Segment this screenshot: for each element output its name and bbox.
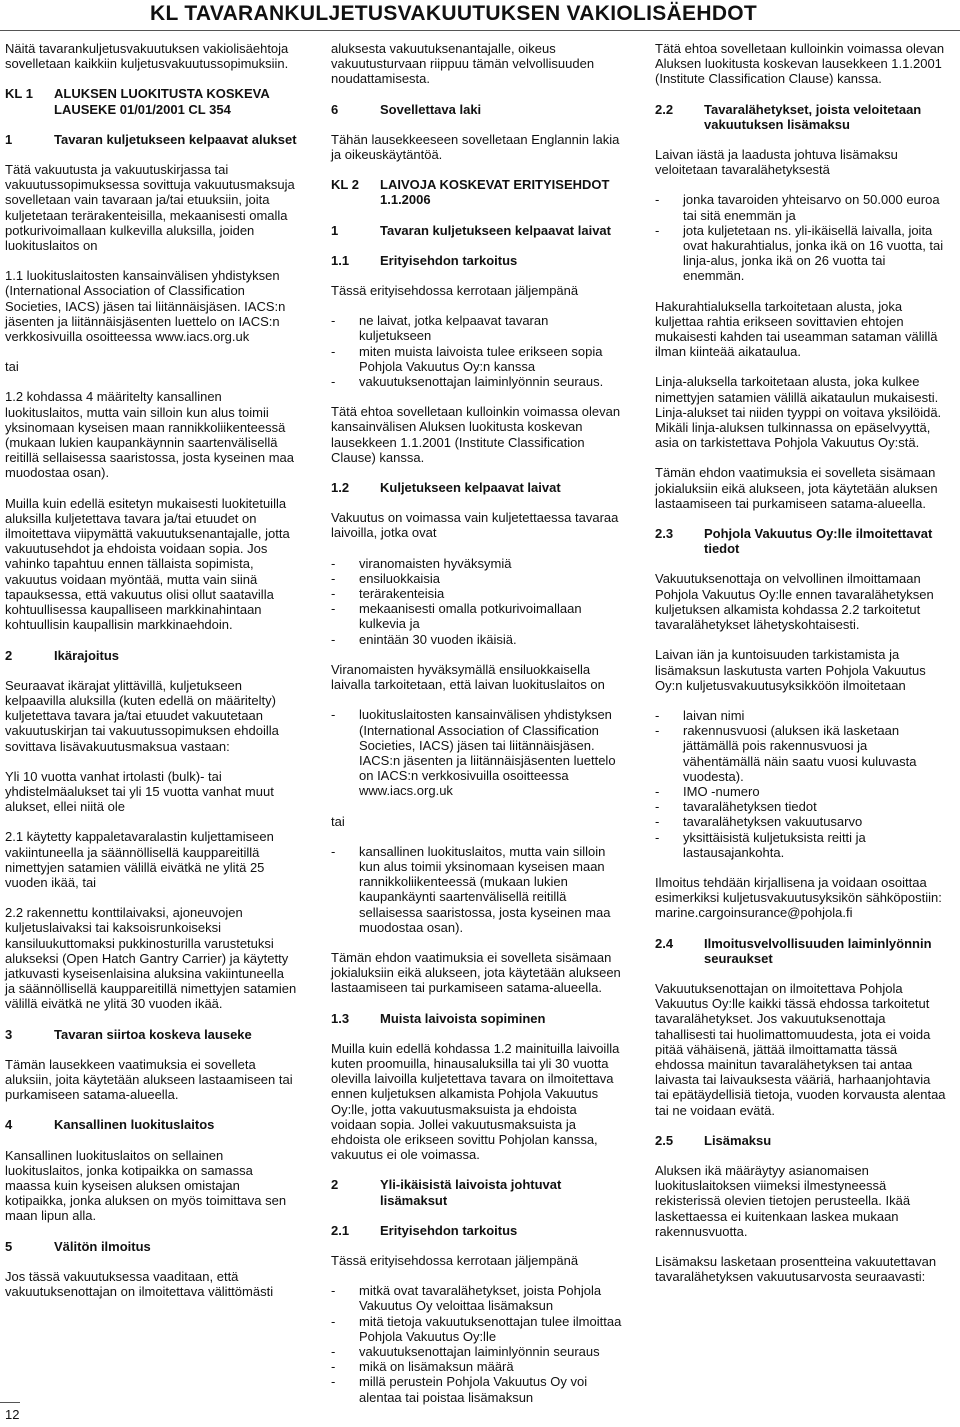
section-number: 1 [331, 222, 339, 238]
section-title: Ilmoitusvelvollisuuden laiminlyönnin seuraukset [704, 935, 932, 966]
section-title: ALUKSEN LUOKITUSTA KOSKEVA LAUSEKE 01/01/2001 CL 354 [54, 86, 270, 117]
list-item: - jonka tavaroiden yhteisarvo on 50.000 euroa tai sitä enemmän ja [655, 192, 947, 222]
section-heading [331, 253, 623, 268]
list-item: - miten muista laivoista tulee erikseen sopia Pohjola Vakuutus Oy:n kanssa [331, 344, 623, 374]
paragraph: Muilla kuin edellä esitetyn mukaisesti luokitetuilla aluksilla kuljetettava tavara ja/tai etuudet on ilmoitettava viipymättä vakuutuksenantajalle, jotta vakuutusehdot ja ehdoista voidaan sopia. Jos vahinko tapahtuu ennen tällaista sopimista, vakuutus voidaan myöntää, mutta vain siinä tapauksessa, että vakuutus olisi ollut saatavilla kohtuullisessa kaupalliseen markkinahintaan kohtuullisin kaupallisin markkinaehdoin. [5, 495, 290, 633]
section-number: 2 [331, 1177, 339, 1193]
dash-list [331, 313, 623, 389]
paragraph: Vakuutus on voimassa vain kuljetettaessa tavaraa laivoilla, jotka ovat [331, 510, 619, 541]
section-number: 2.5 [655, 1132, 674, 1148]
paragraph: aluksesta vakuutuksenantajalle, oikeus vakuutusturvaan riippuu tämän velvollisuuden noudattamisesta. [331, 41, 595, 87]
paragraph: Tämän lausekkeen vaatimuksia ei sovelleta aluksiin, joita käytetään alukseen lastaamiseen tai purkamiseen satama-alueella. [5, 1056, 293, 1103]
list-item: - mitä tietoja vakuutuksenottajan tulee ilmoittaa Pohjola Vakuutus Oy:lle [331, 1314, 623, 1344]
paragraph: Tätä ehtoa sovelletaan kulloinkin voimassa olevan Aluksen luokitusta koskevan lausekkeen 1.1.2001 (Institute Classification Clause) kanssa. [655, 41, 945, 87]
list-item: - yksittäisistä kuljetuksista reitti ja lastausajankohta. [655, 830, 947, 860]
paragraph: Tätä vakuutusta ja vakuutuskirjassa tai vakuutussopimuksessa sovittuja vakuutusmaksuja sovelletaan vain tavaraan ja/tai etuuksiin, joita kuljetetaan terärakenteisilla, mekaanisesti omalla potkurivoimallaan kulkevilla aluksilla, joiden luokituslaitos on [5, 162, 295, 254]
section-heading [655, 1133, 947, 1148]
paragraph: tai [5, 359, 19, 375]
paragraph: Aluksen ikä määräytyy asianomaisen luokituslaitoksen viimeksi ilmestyneessä rekisterissä olevien tietojen perusteella. Ikää laskettaessa ei kuitenkaan laskea mukaan rakennusvuotta. [655, 1162, 911, 1239]
list-item: - tavaralähetyksen vakuutusarvo [655, 814, 947, 829]
paragraph: Tämän ehdon vaatimuksia ei sovelleta sisämaan jokialuksiin eikä alukseen, jota käytetään aluksen lastaamiseen tai purkamiseen satama-alueella. [655, 465, 938, 511]
dash-list [331, 707, 623, 798]
paragraph: Seuraavat ikärajat ylittävillä, kuljetukseen kelpaavilla aluksilla (kuten edellä on määritelty) kuljetettava tavara ja/tai etuudet vakuutetaan vakuutuskirjan tai vakuutussopimuksen ehdoilla sovittava lisävakuutusmaksua vastaan: [5, 677, 279, 754]
list-item: - terärakenteisia [331, 586, 623, 601]
section-number: 1.1 [331, 252, 350, 268]
paragraph: Ilmoitus tehdään kirjallisena ja voidaan osoittaa esimerkiksi kuljetusvakuutusyksikön sähköpostiin: marine.cargoinsurance@pohjola.fi [655, 874, 942, 921]
paragraph: Yli 10 vuotta vanhat irtolasti (bulk)- tai yhdistelmäalukset tai yli 15 vuotta vanhat muut alukset, ellei niitä ole [5, 768, 274, 815]
section-heading [5, 86, 297, 116]
section-number: 2.2 [655, 101, 674, 117]
section-title: Yli-ikäisistä laivoista johtuvat lisämaksut [380, 1177, 562, 1208]
dash-list [331, 1283, 623, 1405]
list-item: - vakuutuksenottajan laiminlyönnin seuraus [331, 1344, 623, 1359]
section-heading [5, 1027, 297, 1042]
section-title: Tavaran kuljetukseen kelpaavat laivat [380, 222, 611, 238]
list-item: - jota kuljetetaan ns. yli-ikäisellä laivalla, joita ovat hakurahtialus, jonka ikä on 16 vuotta, tai linja-alus, jonka ikä on 26 vuotta tai enemmän. [655, 223, 947, 284]
section-title: Erityisehdon tarkoitus [380, 252, 518, 268]
section-title: Tavaran siirtoa koskeva lauseke [54, 1026, 252, 1042]
paragraph: 1.1 luokituslaitosten kansainvälisen yhdistyksen (International Association of Classification Societies, IACS) jäsen tai liitännäisjäsen. IACS:n jäsenten ja liitännäisjäsenten luettelo on IACS:n verkkosivuilla osoitteessa www.iacs.org.uk [5, 268, 286, 345]
section-number: 1 [5, 131, 13, 147]
section-number: 5 [5, 1238, 13, 1254]
paragraph: Kansallinen luokituslaitos on sellainen luokituslaitos, jonka kotipaikka on samassa maassa kuin kyseisen aluksen omistajan kotipaikka, jonka aluksen on myös toimittava sen maan lipun alla. [5, 1147, 287, 1224]
list-item: - laivan nimi [655, 708, 947, 723]
section-number: KL 1 [5, 86, 33, 102]
section-title: LAIVOJA KOSKEVAT ERITYISEHDOT 1.1.2006 [380, 177, 610, 208]
column-2 [331, 41, 623, 1420]
section-heading [5, 132, 297, 147]
section-title: Erityisehdon tarkoitus [380, 1222, 518, 1238]
page-number-rule [0, 1402, 20, 1403]
paragraph: Muilla kuin edellä kohdassa 1.2 mainituilla laivoilla kuten proomuilla, hinausaluksilla tai yli 30 vuotta olevilla laivoilla kuljetettava tavara on ilmoitettava ennen kuljetuksen alkamista Pohjola Vakuutus Oy:lle, jotta vakuutusmaksuista ja ehdoista voidaan sopia. Jollei vakuutusmaksuista ja ehdoista ole erikseen sovittu Pohjolan kanssa, vakuutus ei ole voimassa. [331, 1040, 620, 1163]
column-3 [655, 41, 947, 1299]
paragraph: Tähän lausekkeeseen sovelletaan Englannin lakia ja oikeuskäytäntöä. [331, 131, 620, 163]
paragraph: Lisämaksu lasketaan prosentteina vakuutettavan tavaralähetyksen vakuutusarvosta seuraavasti: [655, 1254, 937, 1285]
section-heading [331, 102, 623, 117]
paragraph: 2.2 rakennettu konttilaivaksi, ajoneuvojen kuljetuslaivaksi tai kaksoisrunkoiseksi kansiluukuttomaksi pukkinosturilla varustetuksi alukseksi (Open Hatch Gantry Carrier) ja käytetty jatkuvasti kyseisenlaisina aluksina vakiintuneella ja säännöllisellä kauppareitillä nimettyjen satamien välillä eivätkä ne ylitä 30 vuoden ikää. [5, 905, 297, 1012]
section-number: 1.2 [331, 480, 350, 496]
list-item: - vakuutuksenottajan laiminlyönnin seuraus. [331, 374, 623, 389]
list-item: - rakennusvuosi (aluksen ikä lasketaan jättämällä pois rakennusvuosi ja vähentämällä näin saatu vuosi kuluvasta vuodesta). [655, 723, 947, 784]
section-title: Lisämaksu [704, 1132, 772, 1148]
section-title: Pohjola Vakuutus Oy:lle ilmoitettavat tiedot [704, 526, 933, 557]
section-title: Kuljetukseen kelpaavat laivat [380, 480, 561, 496]
title-rule [0, 30, 960, 31]
section-heading [5, 1239, 297, 1254]
section-title: Muista laivoista sopiminen [380, 1010, 546, 1026]
section-number: 2.1 [331, 1222, 350, 1238]
dash-list [331, 556, 623, 647]
section-heading [655, 526, 947, 556]
section-heading [331, 177, 623, 207]
section-title: Sovellettava laki [380, 101, 482, 117]
section-heading [655, 936, 947, 966]
section-heading [655, 102, 947, 132]
paragraph: Vakuutuksenottajan on ilmoitettava Pohjola Vakuutus Oy:lle kaikki tässä ehdossa tarkoitetut tavaralähetykset. Jos vakuutuksenottaja tahallisesti tai huolimattomuudesta, jota ei voida pitää vähäisenä, jättää ilmoittamatta tässä ehdossa mainitun tavaralähetyksen tai antaa laivasta tai laivauksesta vääriä, harhaanjohtavia tai epätäydellisiä tietoja, vuoden korvausta alentaa tai ne voidaan evätä. [655, 980, 946, 1118]
list-item: - tavaralähetyksen tiedot [655, 799, 947, 814]
list-item: - mitkä ovat tavaralähetykset, joista Pohjola Vakuutus Oy veloittaa lisämaksun [331, 1283, 623, 1313]
section-number: 2 [5, 647, 13, 663]
paragraph: Tämän ehdon vaatimuksia ei sovelleta sisämaan jokialuksiin eikä alukseen, jota käytetään alukseen lastaamiseen tai purkamiseen satama-alueella. [331, 949, 621, 996]
section-number: KL 2 [331, 177, 359, 193]
paragraph: Tässä erityisehdossa kerrotaan jäljempänä [331, 283, 579, 299]
paragraph: Jos tässä vakuutuksessa vaaditaan, että vakuutuksenottajan on ilmoitettava välittömästi [5, 1268, 274, 1299]
dash-list [655, 708, 947, 860]
list-item: - IMO -numero [655, 784, 947, 799]
page-number: 12 [5, 1407, 20, 1422]
list-item: - kansallinen luokituslaitos, mutta vain silloin kun alus toimii yksinomaan kyseisen maan rannikkoliikenteessä (mukaan lukien kaupankäynti saartenvälisellä reitillä sellaisessa saaristossa, josta kyseinen maa muodostaa osan). [331, 844, 623, 935]
section-heading [5, 1117, 297, 1132]
list-item: - enintään 30 vuoden ikäisiä. [331, 632, 623, 647]
paragraph: Hakurahtialuksella tarkoitetaan alusta, joka kuljettaa rahtia erikseen sovittavien ehtojen mukaisesti kahden tai useamman sataman välillä ilman kiinteää aikataulua. [655, 298, 938, 360]
section-number: 6 [331, 101, 339, 117]
paragraph: Vakuutuksenottaja on velvollinen ilmoittamaan Pohjola Vakuutus Oy:lle ennen tavaralähetyksen kuljetuksen alkamista kohdassa 2.2 tarkoitetut tavaralähetykset lähetyskohtaisesti. [655, 571, 934, 633]
paragraph: Linja-aluksella tarkoitetaan alusta, joka kulkee nimettyjen satamien välillä aikataulun mukaisesti. Linja-alukset tai niiden tyyppi on voitava yksilöidä. Mikäli linja-aluksen tulkinnassa on epäselvyyttä, asia on tarkistettava Pohjola Vakuutus Oy:stä. [655, 374, 942, 451]
list-item: - ensiluokkaisia [331, 571, 623, 586]
section-number: 1.3 [331, 1010, 350, 1026]
list-item: - mikä on lisämaksun määrä [331, 1359, 623, 1374]
paragraph: 1.2 kohdassa 4 määritelty kansallinen luokituslaitos, mutta vain silloin kun alus toimii yksinomaan kyseisen maan rannikkoliikenteessä (mukaan lukien kaupankäynnin saartenvälisellä reitillä sellaisessa saaristossa, josta kyseinen maa muodostaa osan). [5, 389, 295, 481]
section-heading [331, 1011, 623, 1026]
section-heading [331, 1223, 623, 1238]
section-number: 2.4 [655, 935, 674, 951]
list-item: - ne laivat, jotka kelpaavat tavaran kuljetukseen [331, 313, 623, 343]
paragraph: Näitä tavarankuljetusvakuutuksen vakiolisäehtoja sovelletaan kaikkiin kuljetusvakuutussopimuksiin. [5, 41, 289, 72]
section-heading [5, 648, 297, 663]
document-title: KL TAVARANKULJETUSVAKUUTUKSEN VAKIOLISÄEHDOT [150, 2, 758, 25]
section-title: Välitön ilmoitus [54, 1238, 151, 1254]
list-item: - millä perustein Pohjola Vakuutus Oy voi alentaa tai poistaa lisämaksun [331, 1374, 623, 1404]
paragraph: Laivan iän ja kuntoisuuden tarkistamista ja lisämaksun laskutusta varten Pohjola Vakuutus Oy:n kuljetusvakuutusyksikköön ilmoitetaan [655, 647, 926, 693]
section-number: 3 [5, 1026, 13, 1042]
section-heading [331, 1177, 623, 1207]
list-item: - luokituslaitosten kansainvälisen yhdistyksen (International Association of Classification Societies, IACS) jäsen tai liitännäisjäsen. IACS:n jäsenten ja liitännäisjäsenten luettelo on IACS:n verkkosivuilla osoitteessa www.iacs.org.uk [331, 707, 623, 798]
list-item: - mekaanisesti omalla potkurivoimallaan kulkevia ja [331, 601, 623, 631]
section-number: 2.3 [655, 526, 674, 542]
section-heading [331, 223, 623, 238]
dash-list [655, 192, 947, 283]
section-title: Ikärajoitus [54, 647, 120, 663]
section-title: Tavaralähetykset, joista veloitetaan vakuutuksen lisämaksu [704, 101, 922, 132]
dash-list [331, 844, 623, 935]
list-item: - viranomaisten hyväksymiä [331, 556, 623, 571]
paragraph: Tässä erityisehdossa kerrotaan jäljempänä [331, 1252, 579, 1268]
section-title: Kansallinen luokituslaitos [54, 1117, 215, 1133]
column-1 [5, 41, 297, 1314]
section-heading [331, 480, 623, 495]
section-title: Tavaran kuljetukseen kelpaavat alukset [54, 131, 297, 147]
paragraph: tai [331, 813, 345, 829]
paragraph: Viranomaisten hyväksymällä ensiluokkaisella laivalla tarkoitetaan, että laivan luokituslaitos on [331, 661, 605, 693]
paragraph: Tätä ehtoa sovelletaan kulloinkin voimassa olevan kansainvälisen Aluksen luokitusta koskevan lausekkeen 1.1.2001 (Institute Classification Clause) kanssa. [331, 404, 621, 465]
paragraph: Laivan iästä ja laadusta johtuva lisämaksu veloitetaan tavaralähetyksestä [655, 147, 898, 178]
paragraph: 2.1 käytetty kappaletavaralastin kuljettamiseen vakiintuneella ja säännöllisellä kauppareitillä nimettyjen satamien välillä eivätkä ne ylitä 25 vuoden ikää, tai [5, 829, 274, 890]
section-number: 4 [5, 1117, 13, 1133]
